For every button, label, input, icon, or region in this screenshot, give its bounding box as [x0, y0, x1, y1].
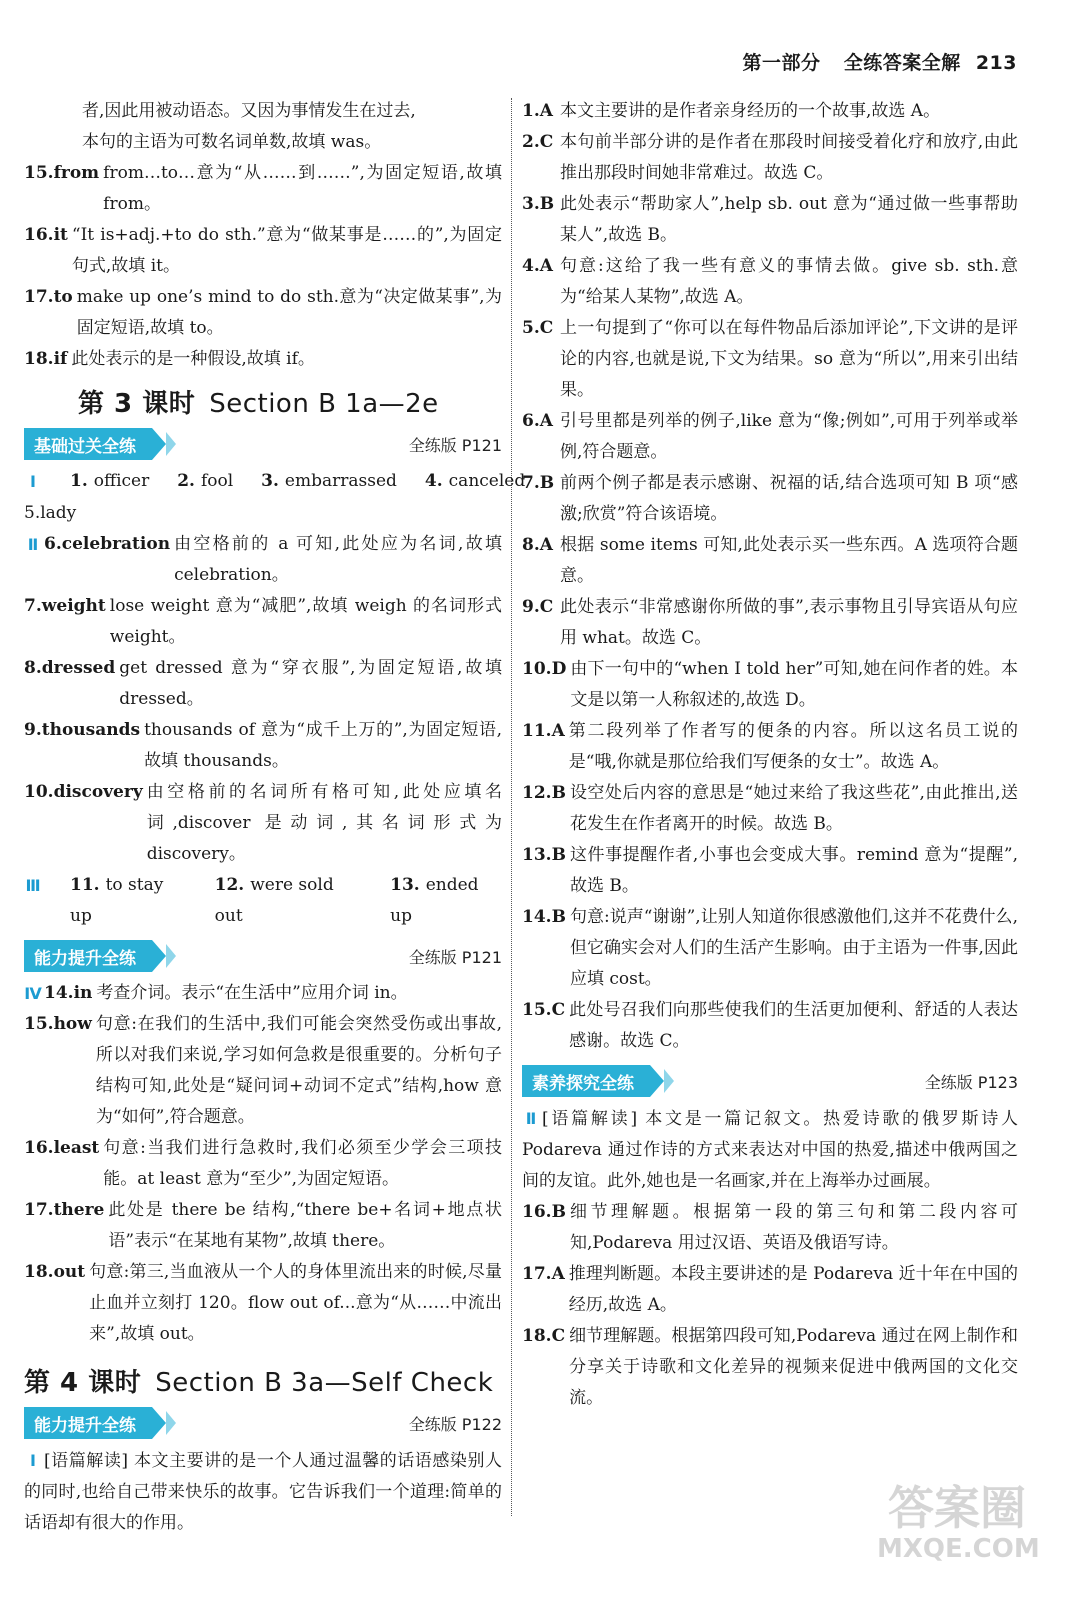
answer-explanation: 句意:当我们进行急救时,我们必须至少学会三项技能。at least 意为“至少”,为固定短语。 — [103, 1138, 502, 1189]
answer-item — [24, 653, 502, 715]
answer-explanation: 细节理解题。根据第一段的第三句和第二段内容可知,Podareva 用过汉语、英语及俄语写诗。 — [569, 1202, 1018, 1253]
left-column — [24, 96, 526, 1539]
intro-line: 者,因此用被动语态。又因为事情发生在过去, — [82, 101, 416, 121]
answer-word: officer — [93, 471, 150, 491]
answer-number: 1. — [70, 471, 88, 491]
page-header — [743, 48, 1017, 75]
watermark-top: 答案圈 — [888, 1481, 1026, 1535]
watermark-bottom: MXQE.COM — [877, 1534, 1040, 1564]
answer-explanation: 本句前半部分讲的是作者在那段时间接受着化疗和放疗,由此推出那段时间她非常难过。故选 C。 — [560, 132, 1018, 183]
header-part: 第一部分 — [742, 52, 821, 74]
answer-item — [24, 529, 502, 591]
answer-item — [522, 1197, 1018, 1259]
answer-item — [24, 1009, 502, 1133]
answer-number: 11.A — [522, 721, 565, 741]
lesson-title: 第 3 课时 — [78, 389, 196, 419]
reading-paragraph — [24, 1445, 502, 1539]
answer-explanation: 由空格前的 a 可知,此处应为名词,故填 celebration。 — [174, 534, 502, 585]
answer-item — [522, 1321, 1018, 1414]
answer-explanation: 考查介词。表示“在生活中”应用介词 in。 — [96, 983, 408, 1003]
column-divider — [511, 98, 512, 1516]
answer-number: 12.B — [522, 783, 566, 803]
answer-number: 10.D — [522, 659, 567, 679]
answer-item — [522, 654, 1018, 716]
banner-label: 素养探究全练 — [522, 1065, 650, 1097]
banner-ref: 全练版 P123 — [924, 1072, 1018, 1092]
answer-explanation: 句意:说声“谢谢”,让别人知道你很感激他们,这并不花费什么,但它确实会对人们的生活产生影响。由于主语为一件事,因此应填 cost。 — [569, 907, 1018, 989]
lesson-title: 第 4 课时 — [24, 1368, 142, 1398]
header-title: 全练答案全解 — [843, 52, 961, 74]
roman-marker: Ⅰ — [30, 472, 36, 491]
answer-number: 16.it — [24, 225, 68, 245]
answer-explanation: lose weight 意为“减肥”,故填 weigh 的名词形式 weight。 — [109, 596, 502, 647]
answer-number: 17.A — [522, 1264, 565, 1284]
section-banner — [24, 428, 502, 460]
answer-explanation: 引号里都是列举的例子,like 意为“像;例如”,可用于列举或举例,符合题意。 — [560, 411, 1018, 462]
answer-number: 11. — [70, 875, 100, 895]
banner-label: 能力提升全练 — [24, 940, 152, 972]
answer-item — [24, 978, 502, 1009]
answer-number: 6.celebration — [44, 534, 171, 554]
page-number: 213 — [975, 52, 1017, 74]
answer-number: 3.B — [522, 194, 555, 214]
answer-explanation: 前两个例子都是表示感谢、祝福的话,结合选项可知 B 项“感激;欣赏”符合该语境。 — [560, 473, 1018, 524]
lesson-section: Section B 1a—2e — [209, 389, 439, 419]
answer-explanation: get dressed 意为“穿衣服”,为固定短语,故填 dressed。 — [119, 658, 502, 709]
answer-number: 15.from — [24, 163, 100, 183]
inline-answer — [215, 870, 363, 932]
banner-ref: 全练版 P121 — [408, 435, 502, 455]
answer-item — [522, 127, 1018, 189]
answer-number: 16.B — [522, 1202, 566, 1222]
answer-explanation: 细节理解题。根据第四段可知,Podareva 通过在网上制作和分享关于诗歌和文化差异的视频来促进中俄两国的文化交流。 — [569, 1326, 1018, 1408]
answer-explanation: 设空处后内容的意思是“她过来给了我这些花”,由此推出,送花发生在作者离开的时候。故选 B。 — [569, 783, 1018, 834]
answer-number: 2. — [177, 471, 195, 491]
answer-number: 14.B — [522, 907, 566, 927]
roman-marker: Ⅱ — [27, 535, 39, 554]
answer-explanation: 此处表示“非常感谢你所做的事”,表示事物且引导宾语从句应用 what。故选 C。 — [560, 597, 1018, 648]
reading-paragraph — [522, 1103, 1018, 1197]
answer-number: 2.C — [522, 132, 554, 152]
roman-marker: Ⅳ — [24, 984, 42, 1003]
answer-explanation: 根据 some items 可知,此处表示买一些东西。A 选项符合题意。 — [560, 535, 1018, 586]
answer-item — [522, 468, 1018, 530]
answer-number: 10.discovery — [24, 782, 143, 802]
section-banner — [24, 1407, 502, 1439]
answer-word: canceled — [448, 471, 526, 491]
answer-item: 5.lady — [24, 503, 77, 523]
answer-explanation: 由下一句中的“when I told her”可知,她在问作者的姓。本文是以第一人称叙述的,故选 D。 — [570, 659, 1018, 710]
answer-number: 9.thousands — [24, 720, 141, 740]
answer-item — [24, 777, 502, 870]
answer-item — [522, 189, 1018, 251]
answer-word: were sold out — [214, 875, 334, 926]
answer-number: 6.A — [522, 411, 553, 431]
answer-number: 5.C — [522, 318, 554, 338]
lesson-4-heading — [24, 1362, 502, 1399]
answer-item — [522, 96, 1018, 127]
answer-explanation: 句意:这给了我一些有意义的事情去做。give sb. sth.意为“给某人某物”,故选 A。 — [560, 256, 1018, 307]
roman-marker: Ⅲ — [25, 876, 41, 895]
answer-number: 4.A — [522, 256, 553, 276]
answer-number: 17.there — [24, 1200, 105, 1220]
answer-item — [522, 716, 1018, 778]
answer-explanation: thousands of 意为“成千上万的”,为固定短语,故填 thousands。 — [144, 720, 502, 771]
answer-number: 18.C — [522, 1326, 566, 1346]
answer-number: 3. — [261, 471, 279, 491]
answer-item — [522, 530, 1018, 592]
intro-line: 本句的主语为可数名词单数,故填 was。 — [82, 132, 382, 152]
lesson-section: Section B 3a—Self Check — [155, 1368, 494, 1398]
answer-number: 14.in — [44, 983, 93, 1003]
answer-explanation: 此处是 there be 结构,“there be+名词+地点状语”表示“在某地有某物”,故填 there。 — [108, 1200, 502, 1251]
roman-marker: Ⅱ — [525, 1109, 537, 1128]
answer-number: 18.if — [24, 349, 68, 369]
inline-answer — [390, 870, 502, 932]
answer-explanation: 此处表示“帮助家人”,help sb. out 意为“通过做一些事帮助某人”,故选 B。 — [560, 194, 1018, 245]
banner-ref: 全练版 P121 — [408, 947, 502, 967]
reading-text: [语篇解读] 本文是一篇记叙文。热爱诗歌的俄罗斯诗人 Podareva 通过作诗的方式来表达对中国的热爱,描述中俄两国之间的友谊。此外,她也是一名画家,并在上海举办过画展。 — [522, 1109, 1018, 1191]
banner-ref: 全练版 P122 — [408, 1414, 502, 1434]
answer-row — [24, 870, 502, 932]
answer-explanation: “It is+adj.+to do sth.”意为“做某事是……的”,为固定句式,故填 it。 — [71, 225, 502, 276]
watermark-logo — [877, 1481, 1040, 1572]
answer-item — [24, 344, 502, 375]
answer-item — [522, 778, 1018, 840]
answer-item — [24, 1195, 502, 1257]
answer-item — [522, 251, 1018, 313]
answer-item — [522, 995, 1018, 1057]
answer-number: 12. — [214, 875, 245, 895]
answer-item — [522, 592, 1018, 654]
answer-explanation: make up one’s mind to do sth.意为“决定做某事”,为固定短语,故填 to。 — [76, 287, 502, 338]
answer-word: to stay up — [70, 875, 164, 926]
answer-number: 15.how — [24, 1014, 92, 1034]
answer-number: 1.A — [522, 101, 553, 121]
inline-answer — [177, 466, 233, 498]
banner-label: 基础过关全练 — [24, 428, 152, 460]
answer-number: 15.C — [522, 1000, 566, 1020]
answer-number: 17.to — [24, 287, 73, 307]
answer-item — [522, 1259, 1018, 1321]
roman-marker: Ⅰ — [30, 1451, 36, 1470]
answer-explanation: 上一句提到了“你可以在每件物品后添加评论”,下文讲的是评论的内容,也就是说,下文为结果。so 意为“所以”,用来引出结果。 — [560, 318, 1018, 400]
answer-number: 13.B — [522, 845, 566, 865]
answer-number: 13. — [390, 875, 420, 895]
inline-answer — [261, 466, 397, 498]
answer-number: 9.C — [522, 597, 554, 617]
reading-text: [语篇解读] 本文主要讲的是一个人通过温馨的话语感染别人的同时,也给自己带来快乐的故事。它告诉我们一个道理:简单的话语却有很大的作用。 — [24, 1451, 502, 1533]
answer-explanation: from…to…意为“从……到……”,为固定短语,故填 from。 — [103, 163, 502, 214]
answer-number: 16.least — [24, 1138, 100, 1158]
section-banner — [24, 940, 502, 972]
answer-number: 7.weight — [24, 596, 106, 616]
answer-number: 4. — [424, 471, 443, 491]
answer-number: 18.out — [24, 1262, 86, 1282]
answer-word: embarrassed — [284, 471, 397, 491]
answer-item — [24, 158, 502, 220]
answer-number: 7.B — [522, 473, 555, 493]
inline-answer — [70, 466, 149, 498]
answer-number: 8.dressed — [24, 658, 116, 678]
section-banner — [522, 1065, 1018, 1097]
answer-explanation: 由空格前的名词所有格可知,此处应填名词,discover 是动词,其名词形式为 discovery。 — [146, 782, 502, 864]
answer-explanation: 本文主要讲的是作者亲身经历的一个故事,故选 A。 — [560, 101, 941, 121]
banner-label: 能力提升全练 — [24, 1407, 152, 1439]
answer-item — [24, 715, 502, 777]
answer-number: 8.A — [522, 535, 553, 555]
answer-explanation: 此处号召我们向那些使我们的生活更加便利、舒适的人表达感谢。故选 C。 — [569, 1000, 1018, 1051]
answer-item — [24, 591, 502, 653]
answer-item — [522, 840, 1018, 902]
answer-row — [24, 466, 526, 498]
inline-answer — [425, 466, 525, 498]
answer-item — [24, 282, 502, 344]
lesson-3-heading — [24, 383, 502, 420]
answer-explanation: 这件事提醒作者,小事也会变成大事。remind 意为“提醒”,故选 B。 — [569, 845, 1018, 896]
answer-explanation: 此处表示的是一种假设,故填 if。 — [71, 349, 315, 369]
answer-item — [24, 1133, 502, 1195]
answer-explanation: 句意:在我们的生活中,我们可能会突然受伤或出事故,所以对我们来说,学习如何急救是很重要的。分析句子结构可知,此处是“疑问词+动词不定式”结构,how 意为“如何”,符合题意。 — [95, 1014, 502, 1127]
answer-explanation: 推理判断题。本段主要讲述的是 Podareva 近十年在中国的经历,故选 A。 — [568, 1264, 1018, 1315]
answer-word: ended up — [390, 875, 479, 926]
answer-item — [24, 220, 502, 282]
answer-item — [24, 1257, 502, 1350]
answer-word: fool — [200, 471, 234, 491]
answer-item — [522, 313, 1018, 406]
right-column — [522, 96, 1018, 1414]
answer-explanation: 句意:第三,当血液从一个人的身体里流出来的时候,尽量止血并立刻打 120。flow out of...意为“从……中流出来”,故填 out。 — [89, 1262, 502, 1344]
answer-item — [522, 406, 1018, 468]
answer-explanation: 第二段列举了作者写的便条的内容。所以这名员工说的是“哦,你就是那位给我们写便条的女士”。故选 A。 — [568, 721, 1018, 772]
answer-item — [522, 902, 1018, 995]
inline-answer — [70, 870, 187, 932]
